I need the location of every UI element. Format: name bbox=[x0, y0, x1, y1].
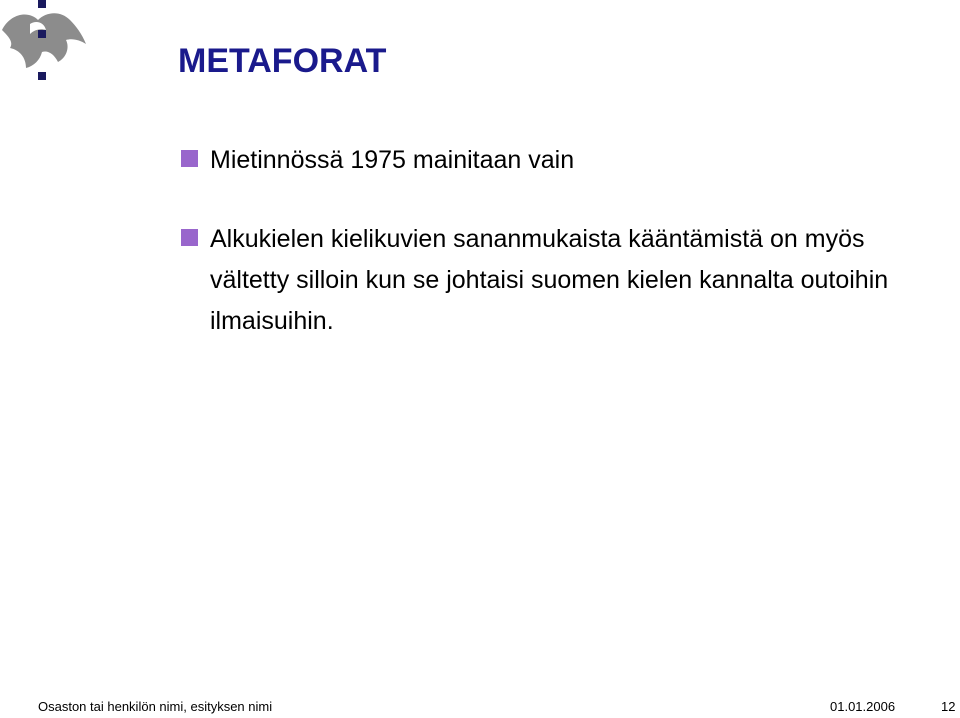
bullet-text: Mietinnössä 1975 mainitaan vain bbox=[210, 146, 575, 174]
university-logo-icon bbox=[0, 0, 90, 80]
page-number: 12 bbox=[941, 699, 956, 714]
list-item bbox=[178, 140, 918, 181]
bullet-list bbox=[178, 140, 918, 380]
slide-title: METAFORAT bbox=[178, 42, 387, 80]
footer-presenter: Osaston tai henkilön nimi, esityksen nimi bbox=[38, 699, 273, 714]
square-bullet-icon bbox=[181, 150, 198, 167]
footer-date: 01.01.2006 bbox=[830, 699, 896, 714]
square-bullet-icon bbox=[181, 229, 198, 246]
list-item bbox=[178, 219, 918, 342]
bullet-text: Alkukielen kielikuvien sananmukaista kääntämistä on myös vältetty silloin kun se johtaisi suomen kielen kannalta outoihin ilmaisuihin. bbox=[210, 225, 889, 335]
